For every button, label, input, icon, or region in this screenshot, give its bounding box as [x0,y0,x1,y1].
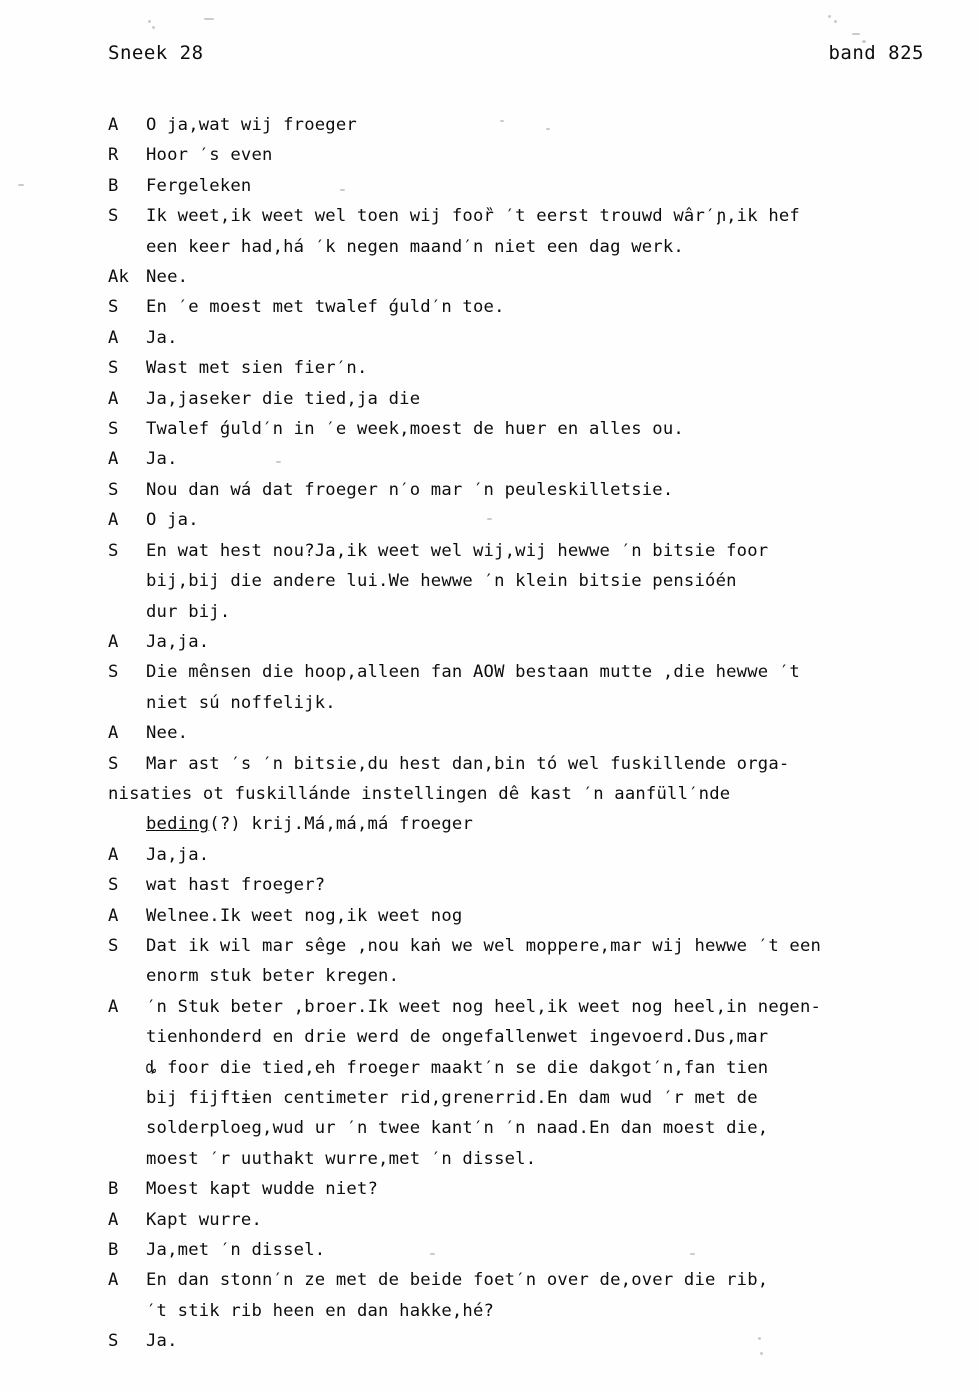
speaker-label: A [108,388,119,409]
transcript-text: enorm stuk beter kregen. [146,966,400,987]
transcript-text: En ′e moest met twalef ǵuld′n toe. [146,297,505,318]
transcript-line [108,931,934,961]
speaker-label: A [108,510,119,531]
transcript-text: niet sú noffelijk. [146,692,336,713]
transcript-text: tienhonderd en drie werd de ongefallenwet ingevoerd.Dus,mar [146,1027,769,1048]
speaker-label: S [108,540,119,561]
scan-speck [828,15,831,18]
speaker-label: A [108,905,119,926]
transcript-line [108,1174,934,1204]
transcript-text: bij fijftɨen centimeter rid,grenerrid.En dam wud ′r met de [146,1088,758,1108]
transcript-text: ′n Stuk beter ,broer.Ik weet nog heel,ik weet nog heel,in negen- [146,996,822,1017]
transcript-text: Fergeleken [146,175,252,196]
transcript-line [108,353,934,383]
speaker-label: S [108,479,119,500]
speaker-label: B [108,1240,119,1261]
underlined-word: beding [146,814,210,835]
transcript-continuation-line [108,232,934,262]
transcript-continuation-line [108,961,934,991]
transcript-continuation-line [108,1083,934,1113]
transcript-continuation-line [108,1053,934,1083]
speaker-label: A [108,327,119,348]
speaker-label: B [108,175,119,196]
transcript-line [108,323,934,353]
speaker-label: A [108,1270,119,1291]
transcript-line [108,1205,934,1235]
transcript-text: Welnee.Ik weet nog,ik weet nog [146,905,463,926]
transcript-line [108,475,934,505]
scan-speck [18,184,24,186]
transcript-line [108,536,934,566]
transcript-line [108,201,934,231]
transcript-line [108,110,934,140]
transcript-line [108,627,934,657]
transcript-line [108,140,934,170]
transcript-line [108,992,934,1022]
speaker-label: S [108,662,119,683]
transcript-line [108,292,934,322]
transcript-line [108,901,934,931]
transcript-text: Kapt wurre. [146,1209,263,1230]
transcript-line [108,1326,934,1356]
transcript-text: beding(?) krij.Má,má,má froeger [146,814,473,835]
transcript-text: Hoor ′s even [146,145,273,166]
transcript-text: Die mênsen die hoop,alleen fan AOW bestaan mutte ,die hewwe ′t [146,662,800,683]
speaker-label: S [108,935,119,956]
transcript-text: Nee. [146,723,189,744]
speaker-label: R [108,145,119,166]
transcript-text: dur bij. [146,601,231,622]
transcript-line [108,384,934,414]
speaker-label: A [108,996,119,1017]
transcript-line [108,444,934,474]
transcript-continuation-line [108,1113,934,1143]
transcript-text: En dan stonn′n ze met de beide foet′n over de,over die rib, [146,1270,769,1291]
scan-speck [204,18,214,20]
transcript-text: nisaties ot fuskillánde instellingen dê kast ′n aanfüll′nde [108,783,731,804]
transcript-line [108,840,934,870]
page-header [108,42,924,64]
transcript-text: bij,bij die andere lui.We hewwe ′n klein bitsie pensióén [146,571,737,592]
transcript-text: Nou dan wá dat froeger n′o mar ′n peuleskilletsie. [146,479,674,500]
transcript-text: wat hast froeger? [146,875,326,896]
transcript-text: Moest kapt wudde niet? [146,1179,379,1200]
speaker-label: Ak [108,267,130,288]
transcript-text: O ja. [146,510,199,531]
transcript-line [108,870,934,900]
transcript-line [108,1265,934,1295]
transcript-continuation-line [108,1022,934,1052]
speaker-label: B [108,1179,119,1200]
transcript-line [108,1235,934,1265]
transcript-continuation-line [108,1144,934,1174]
transcript-text: Ja. [146,449,178,470]
transcript-text: Ja,ja. [146,631,210,652]
transcript-text: O ja,wat wij froeger [146,115,357,135]
speaker-label: A [108,844,119,865]
speaker-label: A [108,723,119,744]
transcript-text: En wat hest nou?Ja,ik weet wel wij,wij hewwe ′n bitsie foor [146,540,769,561]
transcript-line [108,262,934,292]
transcript-text: Wast met sien fier′n. [146,358,368,379]
speaker-label: S [108,297,119,318]
transcript-text: solderploeg,wud ur ′n twee kant′n ′n naad.En dan moest die, [146,1118,769,1139]
transcript-text: Ja,ja. [146,844,210,865]
transcript-line [108,718,934,748]
transcript-text: Ja,met ′n dissel. [146,1240,326,1261]
transcript-line [108,414,934,444]
transcript-text: moest ′r uuthakt wurre,met ′n dissel. [146,1148,537,1169]
transcript-continuation-line [108,597,934,627]
speaker-label: S [108,206,119,227]
transcript-text: Ja. [146,1331,178,1352]
transcript-text: Ja. [146,327,178,348]
speaker-label: A [108,115,119,135]
header-left-label: Sneek 28 [108,42,204,64]
transcript-text: ′t stik rib heen en dan hakke,hé? [146,1300,495,1321]
speaker-label: S [108,358,119,379]
transcript-line [108,171,934,201]
transcript-line [108,657,934,687]
speaker-label: S [108,875,119,896]
scan-speck [834,20,837,23]
speaker-label: S [108,1331,119,1352]
transcript-line [108,749,934,779]
transcript-line [108,505,934,535]
speaker-label: A [108,631,119,652]
transcript-text: Ik weet,ik weet wel toen wij fooȑ ′t eerst trouwd wâr′ɲ,ik hef [146,206,800,227]
speaker-label: A [108,1209,119,1230]
transcript-text: Ja,jaseker die tied,ja die [146,388,421,409]
transcript-text: Mar ast ′s ′n bitsie,du hest dan,bin tó wel fuskillende orga- [146,753,790,774]
transcript-continuation-line [108,1296,934,1326]
transcript-continuation-line [108,688,934,718]
scan-speck [152,26,155,29]
transcript-text: Twalef ǵuld′n in ′e week,moest de huɐr en alles ou. [146,419,684,440]
speaker-label: A [108,449,119,470]
transcript-body [108,110,934,1357]
transcript-text: Dat ik wil mar sêge ,nou kaṅ we wel moppere,mar wij hewwe ′t een [146,935,822,956]
transcript-text: Nee. [146,267,189,288]
transcript-continuation-line [108,566,934,596]
scan-speck [852,33,860,35]
transcript-text: een keer had,há ′k negen maand′n niet een dag werk. [146,236,684,257]
header-right-label: band 825 [828,42,924,64]
transcript-continuation-line [108,809,934,839]
speaker-label: S [108,419,119,440]
transcript-text: ȡ foor die tied,eh froeger maakt′n se die dakgot′n,fan tien [146,1057,769,1078]
speaker-label: S [108,753,119,774]
transcript-continuation-line [108,779,934,809]
scan-speck [148,20,151,23]
